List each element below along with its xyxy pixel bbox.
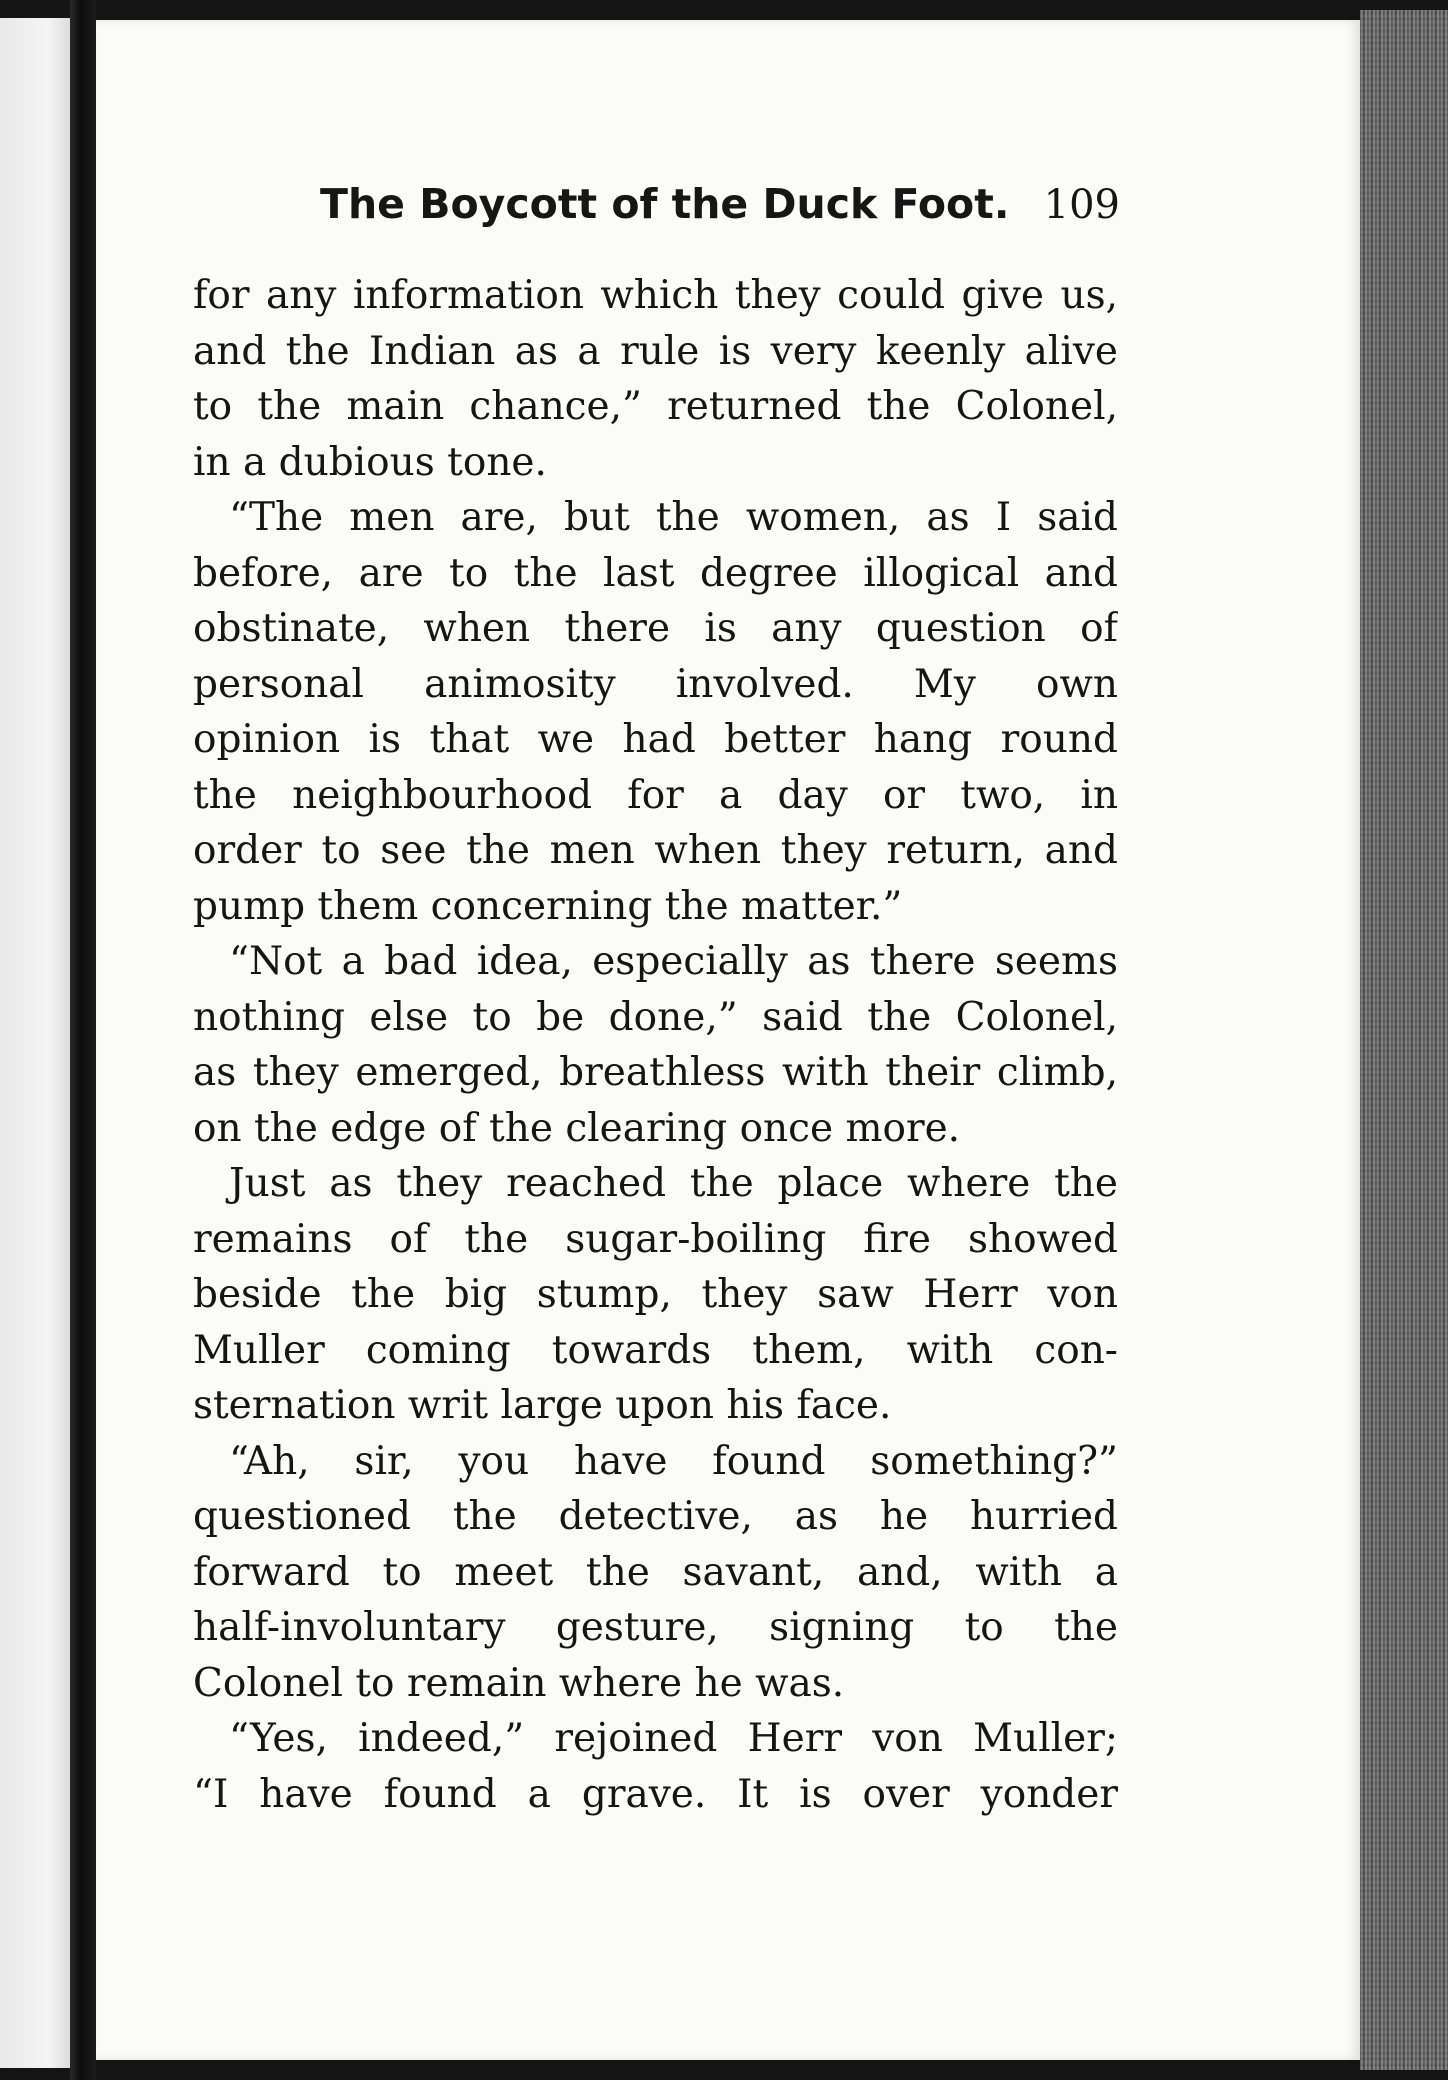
text-line: the neighbourhood for a day or two, in: [193, 772, 1118, 818]
text-line: on the edge of the clearing once more.: [193, 1105, 961, 1151]
text-line: Muller coming towards them, with con-: [193, 1327, 1118, 1373]
text-line: before, are to the last degree illogical and: [193, 550, 1118, 596]
text-line: forward to meet the savant, and, with a: [193, 1549, 1118, 1595]
page-number: 109: [1043, 182, 1120, 228]
page-fore-edge: [1360, 10, 1448, 2070]
text-line: questioned the detective, as he hurried: [193, 1494, 1118, 1539]
text-line: Just as they reached the place where the: [229, 1161, 1118, 1206]
text-line: Colonel to remain where he was.: [193, 1660, 845, 1706]
text-line: obstinate, when there is any question of: [193, 606, 1118, 651]
text-line: order to see the men when they return, and: [193, 828, 1118, 873]
book-gutter: [70, 0, 96, 2080]
text-line: “Ah, sir, you have found something?”: [229, 1438, 1118, 1484]
text-line: in a dubious tone.: [193, 439, 547, 485]
text-line: and the Indian as a rule is very keenly alive: [193, 328, 1118, 374]
text-line: nothing else to be done,” said the Colonel,: [193, 994, 1118, 1040]
text-line: half-involuntary gesture, signing to the: [193, 1605, 1118, 1650]
text-line: “Yes, indeed,” rejoined Herr von Muller;: [229, 1716, 1118, 1761]
text-line: as they emerged, breathless with their climb,: [193, 1050, 1118, 1095]
text-line: sternation writ large upon his face.: [193, 1383, 892, 1428]
text-line: remains of the sugar-boiling fire showed: [193, 1216, 1118, 1262]
text-line: pump them concerning the matter.”: [193, 883, 903, 929]
text-line: for any information which they could give us,: [193, 273, 1118, 318]
text-line: “The men are, but the women, as I said: [229, 495, 1118, 540]
running-title: The Boycott of the Duck Foot.: [320, 180, 1010, 228]
body-text: [193, 268, 1118, 1822]
text-line: personal animosity involved. My own: [193, 661, 1118, 707]
text-line: opinion is that we had better hang round: [193, 717, 1118, 762]
text-line: to the main chance,” returned the Colonel,: [193, 384, 1118, 429]
facing-page-edge: [0, 18, 70, 2068]
page-header: [320, 180, 1120, 240]
text-line: beside the big stump, they saw Herr von: [193, 1272, 1118, 1317]
text-line: “I have found a grave. It is over yonder: [193, 1771, 1118, 1817]
text-line: “Not a bad idea, especially as there seems: [229, 939, 1118, 984]
